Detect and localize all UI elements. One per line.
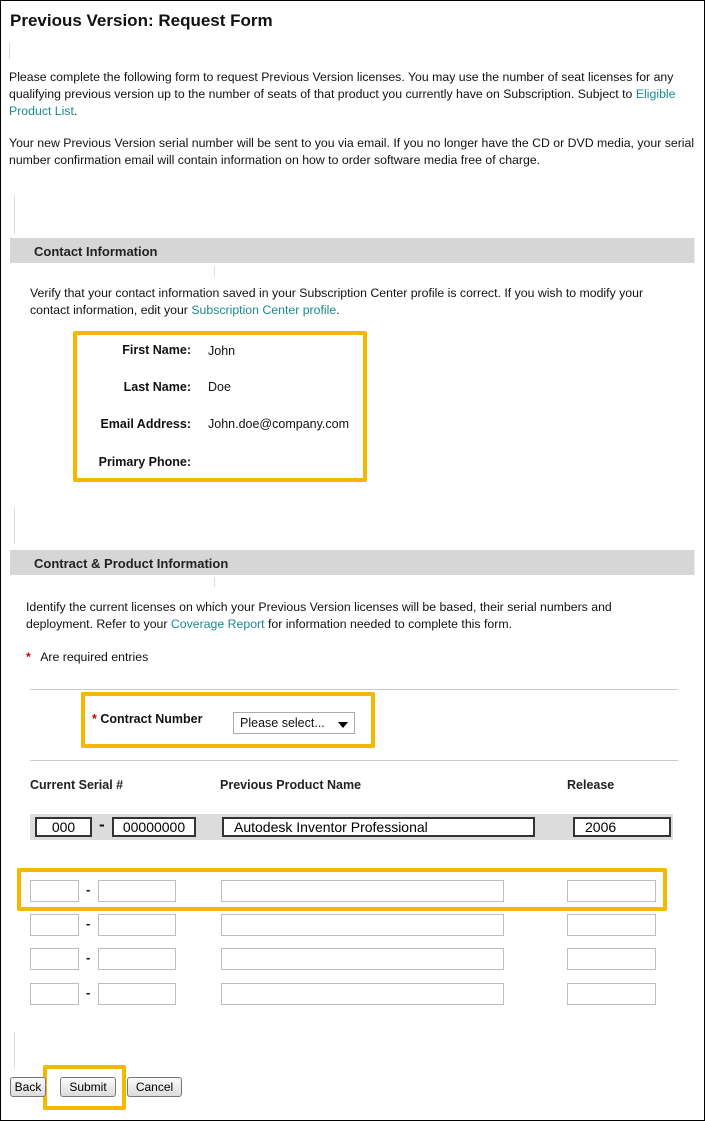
contract-identify-paragraph: Identify the current licenses on which your Previous Version licenses will be based, their serial numbers and deployment. Refer to your Coverage Report for information needed to complete this form. (26, 600, 612, 631)
divider (14, 196, 15, 234)
dropdown-arrow-icon (338, 722, 348, 728)
contract-product-header (10, 550, 695, 575)
contract-number-select[interactable] (233, 712, 355, 734)
primary-phone-label: Primary Phone: (98, 455, 191, 469)
serial-note-paragraph: Your new Previous Version serial number will be sent to you via email. If you no longer have the CD or DVD media, your serial number confirmation email will contain information on how to order software media free of charge. (9, 136, 695, 167)
last-name-label: Last Name: (123, 380, 191, 394)
release-input[interactable] (567, 948, 656, 970)
serial-number-input[interactable] (98, 948, 176, 970)
serial-prefix-input[interactable] (35, 817, 92, 837)
column-header-product: Previous Product Name (220, 778, 362, 792)
serial-number-input[interactable] (98, 914, 176, 936)
serial-number-input[interactable] (98, 983, 176, 1005)
eligible-product-list-link[interactable]: Eligible Product List (9, 87, 676, 118)
product-name-input[interactable] (221, 948, 504, 970)
email-address-value: John.doe@company.com (208, 417, 350, 431)
subscription-center-profile-link[interactable]: Subscription Center profile (191, 303, 337, 317)
column-header-serial: Current Serial # (30, 778, 124, 792)
required-star: * (26, 650, 31, 664)
product-name-input[interactable] (222, 817, 535, 837)
serial-prefix-input[interactable] (30, 914, 79, 936)
coverage-report-link[interactable]: Coverage Report (170, 617, 265, 631)
divider (30, 760, 678, 761)
contract-number-label: * Contract Number (92, 712, 203, 726)
contact-verify-paragraph: Verify that your contact information saved in your Subscription Center profile is correct. If you wish to modify your contact information, edit your Subscription Center profile. (30, 286, 644, 317)
release-input[interactable] (567, 914, 656, 936)
column-header-release: Release (567, 778, 615, 792)
last-name-value: Doe (208, 380, 231, 394)
divider (14, 508, 15, 544)
divider (9, 43, 10, 59)
contact-information-header (10, 238, 695, 263)
serial-prefix-input[interactable] (30, 983, 79, 1005)
release-input[interactable] (573, 817, 671, 837)
divider (214, 266, 215, 276)
intro-paragraph: Please complete the following form to request Previous Version licenses. You may use the number of seat licenses for any qualifying previous version up to the number of seats of that product you currently have on Subscription. Subject to Eligible Product List. (9, 70, 676, 118)
serial-number-input[interactable] (98, 880, 176, 902)
cancel-button[interactable]: Cancel (127, 1077, 182, 1097)
divider (14, 1032, 15, 1068)
first-name-label: First Name: (122, 343, 191, 357)
product-name-input[interactable] (221, 983, 504, 1005)
product-name-input[interactable] (221, 880, 504, 902)
divider (214, 577, 215, 587)
contract-number-selected-value: Please select... (240, 716, 325, 730)
back-button[interactable]: Back (10, 1077, 46, 1097)
release-input[interactable] (567, 983, 656, 1005)
first-name-value: John (208, 344, 236, 358)
serial-prefix-input[interactable] (30, 948, 79, 970)
contract-product-heading: Contract & Product Information (34, 556, 229, 571)
submit-button[interactable]: Submit (60, 1077, 116, 1097)
page-title: Previous Version: Request Form (10, 11, 273, 30)
product-name-input[interactable] (221, 914, 504, 936)
divider (30, 689, 678, 690)
serial-dash: - (99, 815, 105, 834)
serial-number-input[interactable] (112, 817, 196, 837)
release-input[interactable] (567, 880, 656, 902)
required-entries-note: * Are required entries (26, 650, 149, 664)
serial-prefix-input[interactable] (30, 880, 79, 902)
email-address-label: Email Address: (100, 417, 191, 431)
contact-information-heading: Contact Information (34, 244, 158, 259)
